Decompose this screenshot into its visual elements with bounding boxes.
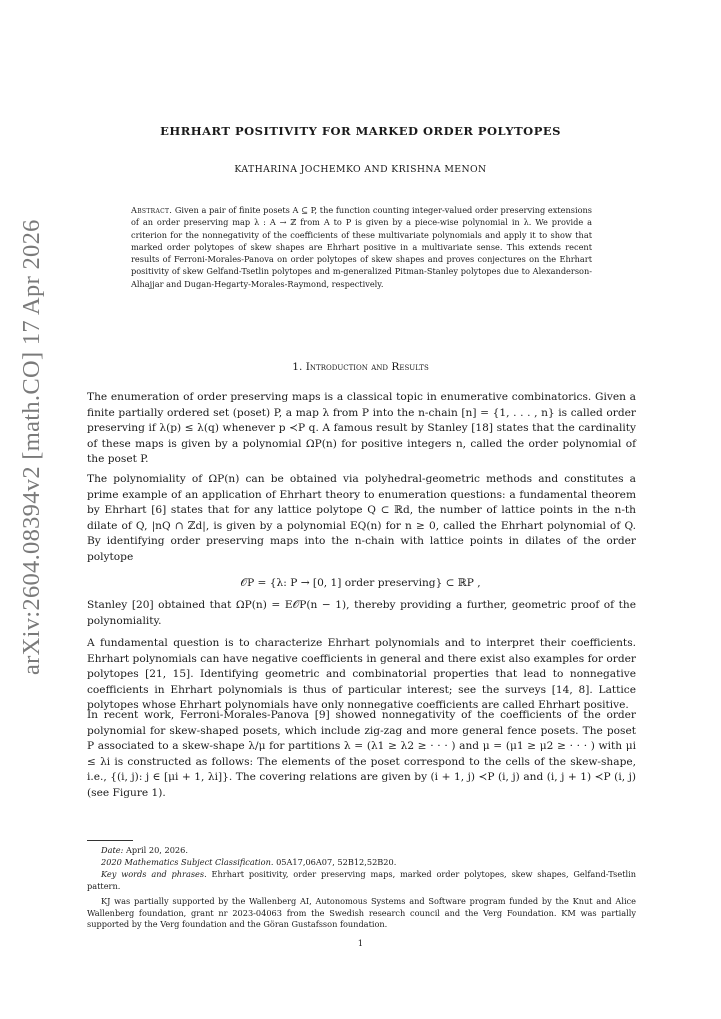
- page-number: 1: [357, 939, 364, 949]
- footnote-date-label: Date:: [101, 845, 124, 855]
- paper-title: EHRHART POSITIVITY FOR MARKED ORDER POLYTOPES: [160, 124, 561, 138]
- footnote-date: [87, 845, 636, 857]
- section-number: 1.: [292, 361, 303, 373]
- abstract: [131, 204, 592, 290]
- footnote-keywords-value: Ehrhart positivity, order preserving maps, marked order polytopes, skew shapes, Gelfand-Tsetlin pattern.: [87, 869, 636, 891]
- abstract-text: Given a pair of finite posets A ⊆ P, the function counting integer-valued order preserving extensions of an order preserving map λ : A → ℤ from A to P is given by a piece-wise polynomial in λ. We provide a criterion for the nonnegativity of the coefficients of these multivariate polynomials and apply it to show that marked order polytopes of skew shapes are Ehrhart positive in a multivariate sense. This extends recent results of Ferroni-Morales-Panova on order polytopes of skew shapes and proves conjectures on the Ehrhart positivity of skew Gelfand-Tsetlin polytopes and m-generalized Pitman-Stanley polytopes due to Alexanderson-Alhajjar and Dugan-Hegarty-Morales-Raymond, respectively.: [131, 205, 592, 289]
- body-paragraph-5: In recent work, Ferroni-Morales-Panova [9] showed nonnegativity of the coefficients of the order polynomial for skew-shaped posets, which include zig-zag and more general fence posets. The poset P associated to a skew-shape λ/μ for partitions λ = (λ1 ≥ λ2 ≥ · · · ) and μ = (μ1 ≥ μ2 ≥ · · · ) with μi ≤ λi is constructed as follows: The elements of the poset correspond to the cells of the skew-shape, i.e., {(i, j): j ∈ [μi + 1, λi]}. The covering relations are given by (i + 1, j) ≺P (i, j) and (i, j + 1) ≺P (i, j) (see Figure 1).: [87, 709, 636, 799]
- body-paragraph-2: The polynomiality of ΩP(n) can be obtained via polyhedral-geometric methods and constitutes a prime example of an application of Ehrhart theory to enumeration questions: a fundamental theorem by Ehrhart [6] states that for any lattice polytope Q ⊂ ℝd, the number of lattice points in the n-th dilate of Q, |nQ ∩ ℤd|, is given by a polynomial EQ(n) for n ≥ 0, called the Ehrhart polynomial of Q. By identifying order preserving maps into the n-chain with lattice points in dilates of the order polytope: [87, 473, 636, 563]
- section-heading: [0, 361, 721, 373]
- footnote-msc-value: 05A17,06A07, 52B12,52B20.: [276, 857, 397, 867]
- footnote-date-value: April 20, 2026.: [125, 845, 188, 855]
- body-paragraph-1: The enumeration of order preserving maps is a classical topic in enumerative combinatorics. Given a finite partially ordered set (poset) P, a map λ from P into the n-chain [n] = {1, . . . , n} is called order preserving if λ(p) ≤ λ(q) whenever p ≺P q. A famous result by Stanley [18] states that the cardinality of these maps is given by a polynomial ΩP(n) for positive integers n, called the order polynomial of the poset P.: [87, 391, 636, 466]
- body-paragraph-4: A fundamental question is to characterize Ehrhart polynomials and to interpret their coefficients. Ehrhart polynomials can have negative coefficients in general and there exist also examples for order polytopes [21, 15]. Identifying geometric and combinatorial properties that lead to nonnegative coefficients in Ehrhart polynomials is thus of particular interest; see the surveys [14, 8]. Lattice polytopes whose Ehrhart polynomials have only nonnegative coefficients are called Ehrhart positive.: [87, 637, 636, 712]
- abstract-label: Abstract.: [131, 205, 173, 215]
- footnote-keywords: [87, 869, 636, 892]
- section-title: Introduction and Results: [305, 361, 429, 373]
- footnote-keywords-label: Key words and phrases.: [101, 869, 207, 879]
- paper-authors: KATHARINA JOCHEMKO AND KRISHNA MENON: [234, 164, 487, 175]
- footnote-msc-label: 2020 Mathematics Subject Classification.: [101, 857, 274, 867]
- footnote-divider: [87, 840, 133, 841]
- footnote-acknowledgments: KJ was partially supported by the Wallenberg AI, Autonomous Systems and Software program funded by the Knut and Alice Wallenberg foundation, grant nr 2023-04063 from the Swedish research council and the Verg Foundation. KM was partially supported by the Verg foundation and the Göran Gustafsson foundation.: [87, 896, 636, 930]
- footnote-msc: [87, 857, 636, 869]
- body-paragraph-3: Stanley [20] obtained that ΩP(n) = E𝒪P(n − 1), thereby providing a further, geometric proof of the polynomiality.: [87, 599, 636, 627]
- display-equation: 𝒪P = {λ: P → [0, 1] order preserving} ⊂ ℝP ,: [240, 577, 481, 589]
- arxiv-identifier-stamp: arXiv:2604.08394v2 [math.CO] 17 Apr 2026: [18, 219, 45, 675]
